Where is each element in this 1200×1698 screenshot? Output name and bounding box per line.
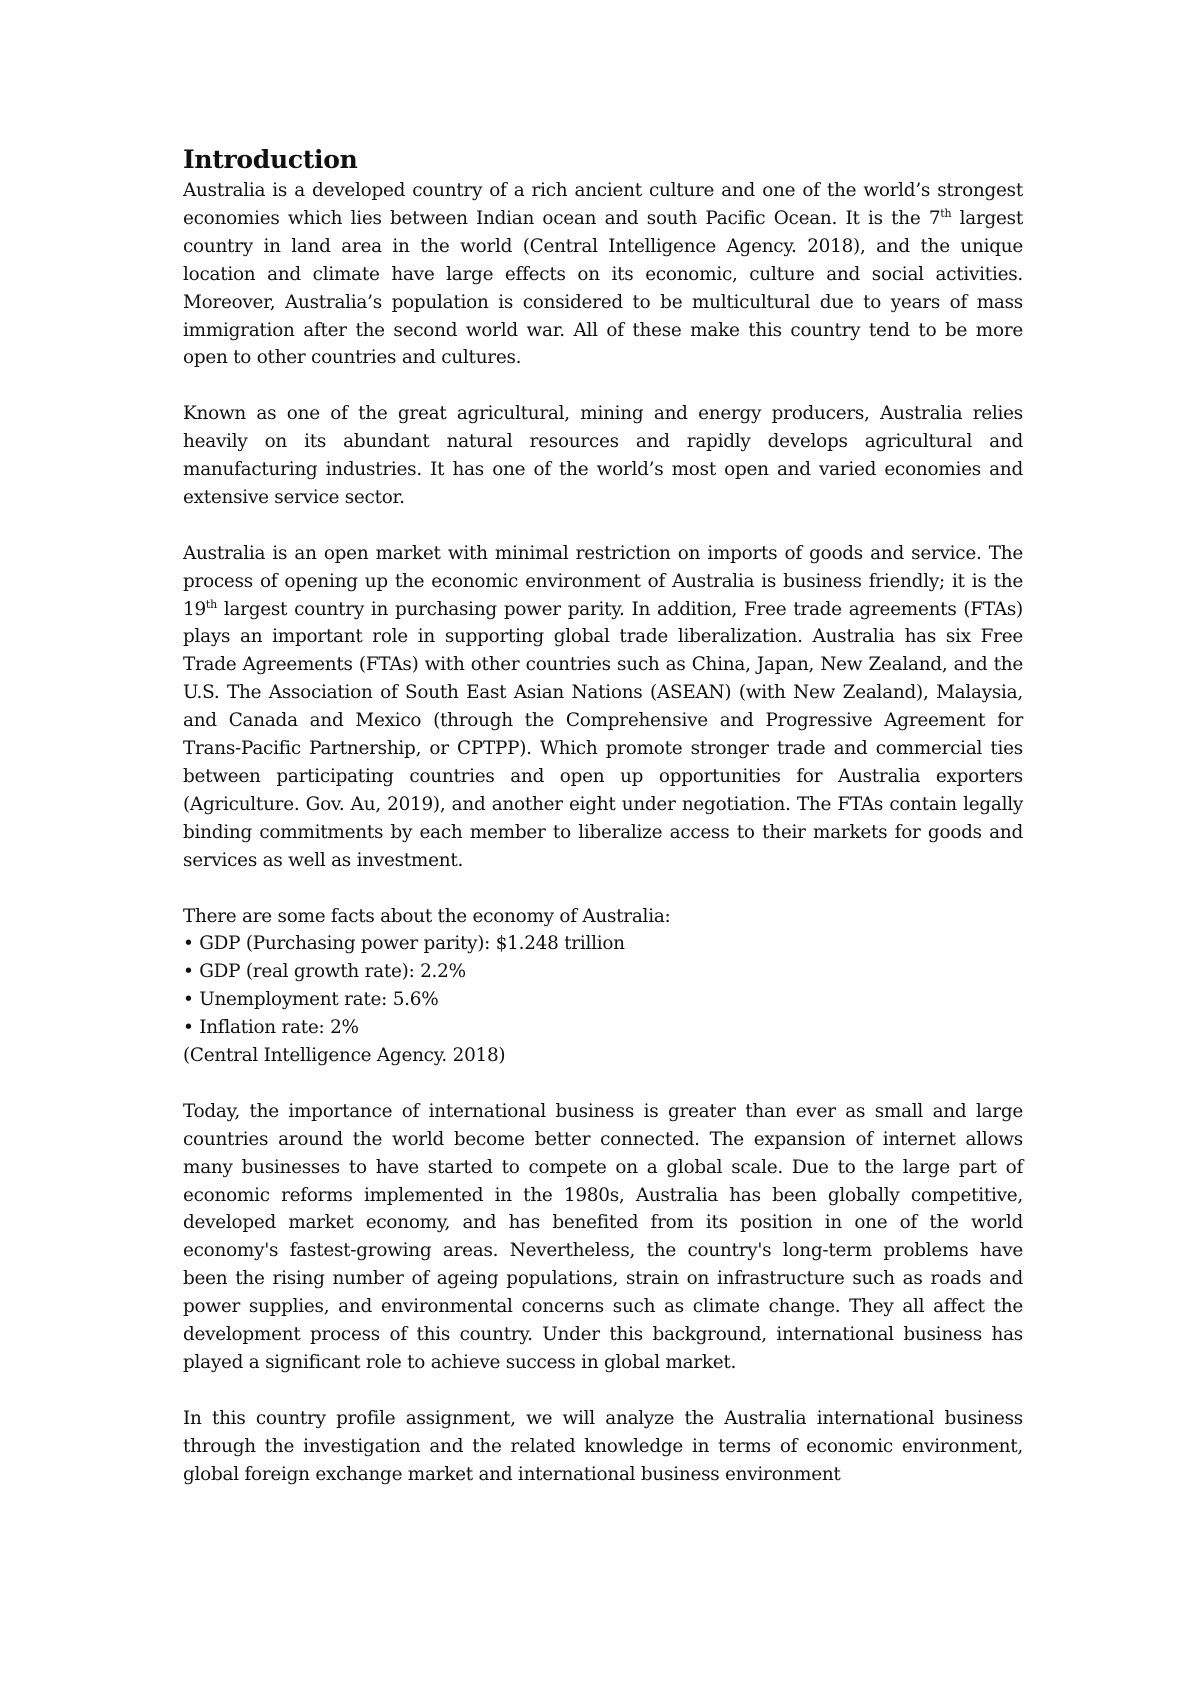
facts-intro: There are some facts about the economy of Australia: xyxy=(183,905,671,927)
facts-list xyxy=(183,930,1023,1042)
ordinal-superscript: th xyxy=(205,597,217,611)
paragraph-open-market-part-b: largest country in purchasing power parity. In addition, Free trade agreements (FTAs) plays an important role in supporting global trade liberalization. Australia has six Free Trade Agreements (FTAs) with other countries such as China, Japan, New Zealand, and the U.S. The Association of South East Asian Nations (ASEAN) (with New Zealand), Malaysia, and Canada and Mexico (through the Comprehensive and Progressive Agreement for Trans-Pacific Partnership, or CPTPP). Which promote stronger trade and commercial ties between participating countries and open up opportunities for Australia exporters (Agriculture. Gov. Au, 2019), and another eight under negotiation. The FTAs contain legally binding commitments by each member to liberalize access to their markets for goods and services as well as investment. xyxy=(183,598,1023,871)
paragraph-intro-part-b: largest country in land area in the world (Central Intelligence Agency. 2018), and the unique location and climate have large effects on its economic, culture and social activities. Moreover, Australia’s population is considered to be multicultural due to years of mass immigration after the second world war. All of these make this country tend to be more open to other countries and cultures. xyxy=(183,207,1024,369)
paragraph-assignment: In this country profile assignment, we will analyze the Australia international business through the investigation and the related knowledge in terms of economic environment, global foreign exchange market and international business environment xyxy=(183,1407,1023,1485)
section-heading: Introduction xyxy=(183,145,358,174)
paragraph-open-market xyxy=(183,540,1023,875)
list-item: • GDP (Purchasing power parity): $1.248 trillion xyxy=(183,930,1023,958)
document-page xyxy=(183,143,1023,1516)
paragraph-intro-part-a: Australia is a developed country of a rich ancient culture and one of the world’s strongest economies which lies between Indian ocean and south Pacific Ocean. It is the 7 xyxy=(183,180,1023,229)
list-item: • Inflation rate: 2% xyxy=(183,1014,1023,1042)
paragraph-intro xyxy=(183,177,1023,372)
paragraph-resources: Known as one of the great agricultural, mining and energy producers, Australia relies heavily on its abundant natural resources and rapidly develops agricultural and manufacturing industries. It has one of the world’s most open and varied economies and extensive service sector. xyxy=(183,403,1023,508)
ordinal-superscript: th xyxy=(940,206,952,220)
paragraph-international-business: Today, the importance of international business is greater than ever as small and large countries around the world become better connected. The expansion of internet allows many businesses to have started to compete on a global scale. Due to the large part of economic reforms implemented in the 1980s, Australia has been globally competitive, developed market economy, and has benefited from its position in one of the world economy's fastest-growing areas. Nevertheless, the country's long-term problems have been the rising number of ageing populations, strain on infrastructure such as roads and power supplies, and environmental concerns such as climate change. They all affect the development process of this country. Under this background, international business has played a significant role to achieve success in global market. xyxy=(183,1100,1023,1373)
facts-citation: (Central Intelligence Agency. 2018) xyxy=(183,1045,506,1067)
list-item: • Unemployment rate: 5.6% xyxy=(183,986,1023,1014)
paragraph-open-market-part-a: Australia is an open market with minimal restriction on imports of goods and service. The process of opening up the economic environment of Australia is business friendly; it is the 19 xyxy=(183,542,1023,620)
list-item: • GDP (real growth rate): 2.2% xyxy=(183,958,1023,986)
